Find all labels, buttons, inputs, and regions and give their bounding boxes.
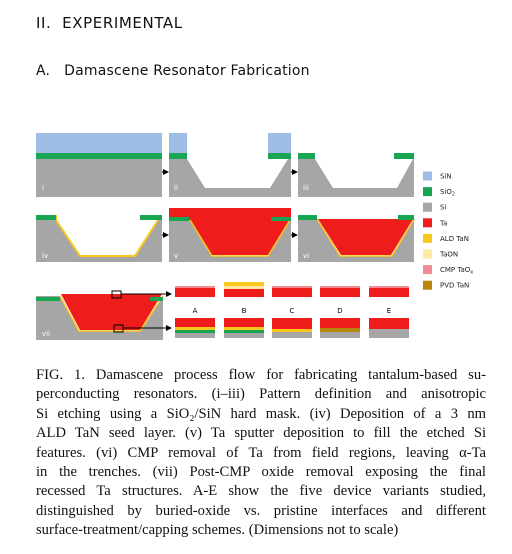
panel-iii-sio2-left	[298, 153, 315, 159]
legend-swatch-ta	[423, 218, 432, 227]
material-legend	[423, 172, 473, 290]
caption-line: perconducting resonators. (i–iii) Pattern definition and anisotropic	[36, 386, 486, 403]
panel-v	[169, 208, 291, 262]
panel-iv	[36, 215, 162, 262]
subsection-letter: A.	[36, 63, 51, 79]
legend-swatch-sin	[423, 172, 432, 181]
panel-vi	[298, 215, 414, 262]
legend-swatch-cmp_taox	[423, 265, 432, 274]
panel-ii-si	[169, 159, 291, 197]
legend-swatch-taon	[423, 250, 432, 259]
panel-ii-label: ii	[174, 184, 178, 192]
legend-label-sio2: SiO$_2$	[440, 188, 456, 198]
section-number: II.	[36, 14, 52, 32]
legend-swatch-pvd_tan	[423, 281, 432, 290]
panel-i-sin	[36, 133, 162, 153]
variant-b	[224, 282, 264, 338]
panel-ii	[169, 133, 291, 197]
variant-a-label: A	[192, 307, 198, 315]
caption-line: FIG. 1. Damascene process flow for fabricating tantalum-based su-	[36, 367, 486, 383]
caption-line: Si etching using a SiO₂/SiN hard mask. (iv) Deposition of a 3 nm	[36, 405, 486, 422]
panel-v-sio2-left	[169, 217, 189, 221]
variant-c	[272, 286, 312, 338]
legend-label-ald_tan: ALD TaN	[440, 234, 469, 243]
panel-iii	[298, 153, 414, 197]
panel-v-label: v	[174, 252, 179, 260]
caption-line: features. (vi) CMP removal of Ta from field regions, leaving α-Ta	[36, 444, 486, 461]
caption-line: distinguished by buried-oxide vs. pristine interfaces and different	[36, 502, 486, 519]
legend-label-ta: Ta	[440, 219, 448, 228]
panel-ii-sio2-right	[268, 153, 291, 159]
process-flow-figure	[0, 120, 512, 350]
legend-label-si: Si	[440, 203, 447, 212]
variant-c-label: C	[289, 307, 295, 315]
panel-vi-sio2-right	[398, 215, 414, 220]
panel-vii-label: vii	[42, 330, 51, 338]
legend-swatch-si	[423, 203, 432, 212]
legend-label-cmp_taox: CMP TaO$_x$	[440, 266, 474, 276]
panel-iv-sio2-right	[140, 215, 162, 220]
panel-vi-sio2-left	[298, 215, 317, 220]
legend-swatch-sio2	[423, 187, 432, 196]
variant-d-label: D	[337, 307, 343, 315]
legend-label-taon: TaON	[440, 250, 459, 259]
panel-iii-sio2-right	[394, 153, 414, 159]
panel-i-si	[36, 159, 162, 197]
panel-vi-label: vi	[303, 252, 310, 260]
variant-d	[320, 286, 360, 338]
caption-line: in the trenches. (vii) Post-CMP oxide removal exposing the final	[36, 464, 486, 481]
panel-v-sio2-right	[271, 217, 291, 221]
panel-iii-label: iii	[303, 184, 309, 192]
panel-ii-sin-left	[169, 133, 187, 153]
subsection-heading	[36, 63, 310, 79]
panel-vii-sio2-right	[150, 297, 163, 301]
panel-iv-sio2-left	[36, 215, 56, 220]
panel-vii-sio2-left	[36, 297, 60, 301]
variant-a	[175, 286, 215, 338]
variant-b-label: B	[241, 307, 247, 315]
panel-i-sio2	[36, 153, 162, 159]
caption-line: recessed Ta structures. A-E show the five device variants studied,	[36, 483, 486, 500]
panel-iii-si	[298, 159, 414, 197]
subsection-title: Damascene Resonator Fabrication	[64, 63, 310, 79]
variant-e	[369, 286, 409, 338]
panel-iv-label: iv	[42, 252, 49, 260]
legend-label-pvd_tan: PVD TaN	[440, 281, 470, 290]
panel-ii-sin-right	[268, 133, 291, 153]
section-title: EXPERIMENTAL	[62, 14, 183, 32]
panel-ii-sio2-left	[169, 153, 187, 159]
legend-swatch-ald_tan	[423, 234, 432, 243]
caption-line: ALD TaN seed layer. (v) Ta sputter deposition to fill the etched Si	[36, 425, 486, 442]
caption-line: surface-treatment/capping schemes. (Dimensions not to scale)	[36, 522, 399, 539]
figure-caption	[36, 366, 486, 541]
panel-i	[36, 133, 162, 197]
section-heading	[36, 14, 183, 32]
legend-label-sin: SiN	[440, 172, 452, 181]
variant-e-label: E	[386, 307, 392, 315]
panel-vii	[36, 291, 171, 340]
panel-i-label: i	[42, 184, 44, 192]
